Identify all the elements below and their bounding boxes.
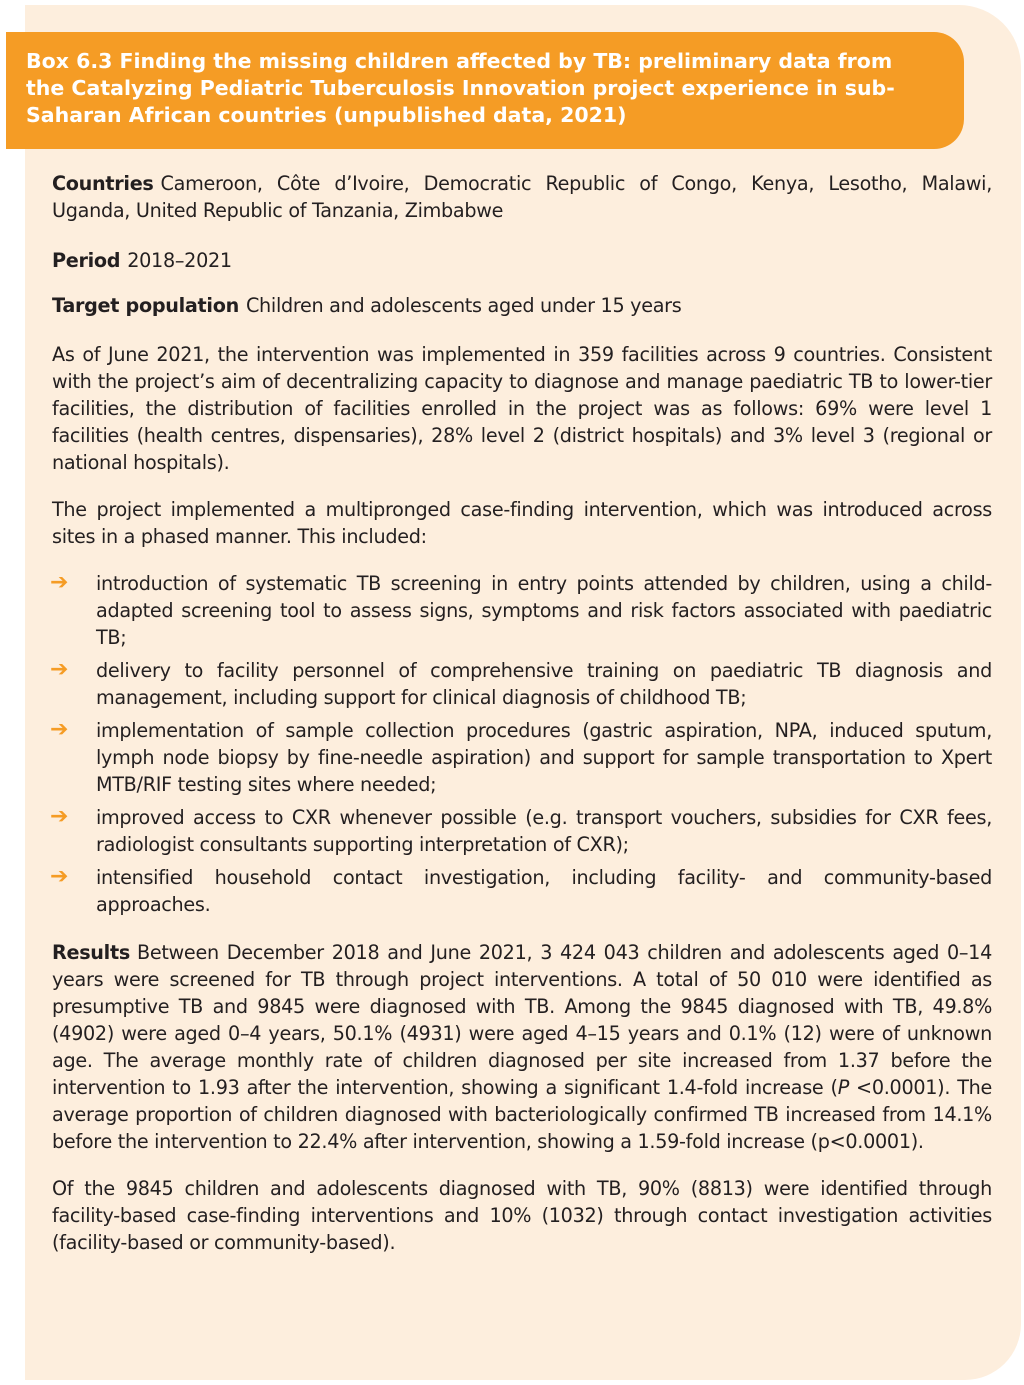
p-value-symbol: P <box>837 1076 849 1099</box>
arrow-right-icon: ➔ <box>50 864 69 889</box>
arrow-right-icon: ➔ <box>50 717 69 742</box>
results-text-part1: Between December 2018 and June 2021, 3 424 043 children and adolescents aged 0–14 years were screened for TB through project interventions. A total of 50 010 were identified as presumptive TB and 9845 were diagnosed with TB. Among the 9845 diagnosed with TB, 49.8% (4902) were aged 0–4 years, 50.1% (4931) were aged 4–15 years and 0.1% (12) were of unknown age. The average monthly rate of children diagnosed per site increased from 1.37 before the intervention to 1.93 after the intervention, showing a significant 1.4-fold increase ( <box>52 941 992 1099</box>
list-item <box>52 657 992 711</box>
countries-text: Cameroon, Côte d’Ivoire, Democratic Republic of Congo, Kenya, Lesotho, Malawi, Uganda, United Republic of Tanzania, Zimbabwe <box>52 172 992 222</box>
arrow-right-icon: ➔ <box>50 804 69 829</box>
implementation-paragraph: As of June 2021, the intervention was implemented in 359 facilities across 9 countries. Consistent with the project’s aim of decentralizing capacity to diagnose and manage paediatric TB to lower-tier facilities, the distribution of facilities enrolled in the project was as follows: 69% were level 1 facilities (health centres, dispensaries), 28% level 2 (district hospitals) and 3% level 3 (regional or national hospitals). <box>52 343 992 474</box>
list-item <box>52 570 992 651</box>
target-population-paragraph <box>52 292 992 319</box>
results-text-part2: <0.0001). The average proportion of children diagnosed with bacteriologically confirmed TB increased from 14.1% before the intervention to 22.4% after intervention, showing a 1.59-fold increase (p<0.0001). <box>52 1076 993 1153</box>
list-item <box>52 864 992 918</box>
period-text: 2018–2021 <box>127 249 232 272</box>
closing-paragraph: Of the 9845 children and adolescents diagnosed with TB, 90% (8813) were identified through facility-based case-finding interventions and 10% (1032) through contact investigation activities (facility-based or community-based). <box>52 1177 992 1254</box>
list-item-text: delivery to facility personnel of comprehensive training on paediatric TB diagnosis and management, including support for clinical diagnosis of childhood TB; <box>96 659 992 709</box>
box-content <box>52 170 992 1256</box>
results-label: Results <box>52 941 130 964</box>
countries-paragraph <box>52 170 992 224</box>
results-paragraph <box>52 939 992 1155</box>
arrow-right-icon: ➔ <box>50 570 69 595</box>
box-header <box>6 32 964 149</box>
period-paragraph <box>52 247 992 274</box>
list-item <box>52 717 992 798</box>
arrow-right-icon: ➔ <box>50 657 69 682</box>
intervention-intro-paragraph: The project implemented a multipronged case-finding intervention, which was introduced across sites in a phased manner. This included: <box>52 498 992 548</box>
list-item <box>52 804 992 858</box>
target-population-label: Target population <box>52 294 239 317</box>
list-item-text: intensified household contact investigation, including facility- and community-based approaches. <box>96 866 992 916</box>
intervention-list <box>52 570 992 918</box>
list-item-text: implementation of sample collection procedures (gastric aspiration, NPA, induced sputum, lymph node biopsy by fine-needle aspiration) and support for sample transportation to Xpert MTB/RIF testing sites where needed; <box>96 719 992 796</box>
countries-label: Countries <box>52 172 154 195</box>
box-title: Box 6.3 Finding the missing children affected by TB: preliminary data from the Catalyzing Pediatric Tuberculosis Innovation project experience in sub-Saharan African countries (unpublished data, 2021) <box>26 49 895 127</box>
list-item-text: introduction of systematic TB screening in entry points attended by children, using a child-adapted screening tool to assess signs, symptoms and risk factors associated with paediatric TB; <box>96 572 992 649</box>
period-label: Period <box>52 249 121 272</box>
list-item-text: improved access to CXR whenever possible (e.g. transport vouchers, subsidies for CXR fees, radiologist consultants supporting interpretation of CXR); <box>96 806 992 856</box>
target-population-text: Children and adolescents aged under 15 years <box>245 294 682 317</box>
